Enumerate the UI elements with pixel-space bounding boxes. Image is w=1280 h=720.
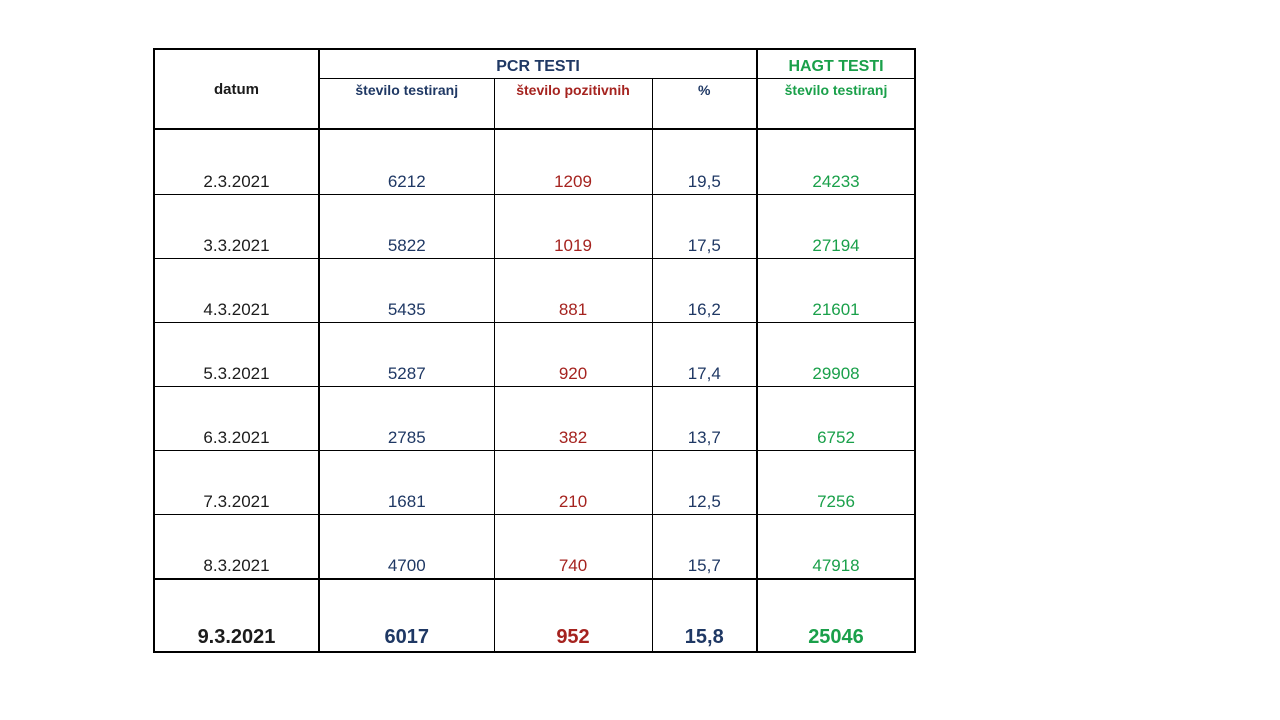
- pcr-tests-header: število testiranj: [319, 79, 494, 130]
- pcr-percent-cell: 19,5: [652, 129, 757, 195]
- hagt-group-header: HAGT TESTI: [757, 49, 915, 79]
- date-cell: 3.3.2021: [154, 195, 319, 259]
- hagt-tests-cell: 24233: [757, 129, 915, 195]
- hagt-tests-cell: 27194: [757, 195, 915, 259]
- pcr-positive-cell: 881: [494, 259, 652, 323]
- hagt-tests-header: število testiranj: [757, 79, 915, 130]
- table-row: [154, 259, 915, 323]
- pcr-percent-cell: 17,4: [652, 323, 757, 387]
- table-row: [154, 579, 915, 652]
- table-row: [154, 195, 915, 259]
- pcr-percent-header: %: [652, 79, 757, 130]
- pcr-positive-cell: 920: [494, 323, 652, 387]
- pcr-percent-cell: 12,5: [652, 451, 757, 515]
- pcr-positive-cell: 952: [494, 579, 652, 652]
- pcr-positive-cell: 1019: [494, 195, 652, 259]
- pcr-percent-cell: 15,7: [652, 515, 757, 580]
- pcr-percent-cell: 13,7: [652, 387, 757, 451]
- hagt-tests-cell: 7256: [757, 451, 915, 515]
- pcr-tests-cell: 5822: [319, 195, 494, 259]
- date-cell: 9.3.2021: [154, 579, 319, 652]
- date-cell: 2.3.2021: [154, 129, 319, 195]
- table-body: [154, 129, 915, 652]
- pcr-tests-cell: 5435: [319, 259, 494, 323]
- hagt-tests-cell: 29908: [757, 323, 915, 387]
- pcr-tests-cell: 2785: [319, 387, 494, 451]
- table-row: [154, 129, 915, 195]
- table-row: [154, 451, 915, 515]
- pcr-positive-cell: 382: [494, 387, 652, 451]
- pcr-positive-cell: 1209: [494, 129, 652, 195]
- pcr-positive-header: število pozitivnih: [494, 79, 652, 130]
- hagt-tests-cell: 25046: [757, 579, 915, 652]
- pcr-tests-cell: 6212: [319, 129, 494, 195]
- pcr-tests-cell: 4700: [319, 515, 494, 580]
- pcr-tests-cell: 5287: [319, 323, 494, 387]
- pcr-group-header: PCR TESTI: [319, 49, 757, 79]
- hagt-tests-cell: 47918: [757, 515, 915, 580]
- table-row: [154, 323, 915, 387]
- pcr-percent-cell: 17,5: [652, 195, 757, 259]
- pcr-positive-cell: 210: [494, 451, 652, 515]
- pcr-percent-cell: 15,8: [652, 579, 757, 652]
- date-cell: 6.3.2021: [154, 387, 319, 451]
- date-cell: 4.3.2021: [154, 259, 319, 323]
- date-cell: 7.3.2021: [154, 451, 319, 515]
- table-row: [154, 387, 915, 451]
- pcr-tests-cell: 6017: [319, 579, 494, 652]
- date-column-header: datum: [154, 49, 319, 129]
- pcr-percent-cell: 16,2: [652, 259, 757, 323]
- table-header: [154, 49, 915, 129]
- hagt-tests-cell: 6752: [757, 387, 915, 451]
- pcr-tests-cell: 1681: [319, 451, 494, 515]
- date-cell: 5.3.2021: [154, 323, 319, 387]
- testing-data-table: [153, 48, 916, 653]
- table-row: [154, 515, 915, 580]
- date-cell: 8.3.2021: [154, 515, 319, 580]
- pcr-positive-cell: 740: [494, 515, 652, 580]
- hagt-tests-cell: 21601: [757, 259, 915, 323]
